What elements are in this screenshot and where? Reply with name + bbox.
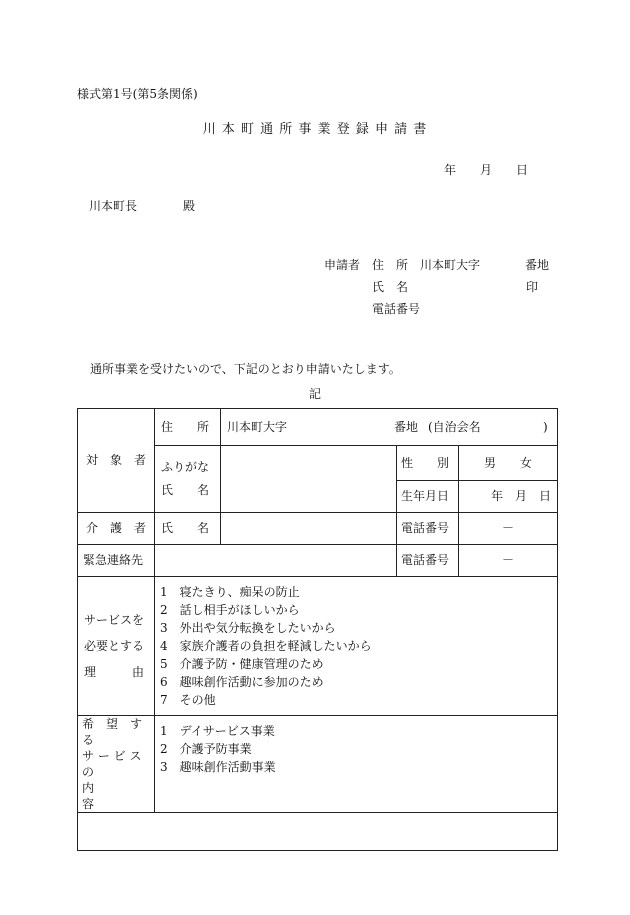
subject-address-value: 川本町大字 xyxy=(227,419,288,434)
date-year: 年 xyxy=(444,163,457,177)
reason-label-line-1: サービスを xyxy=(84,613,145,627)
addressee-honorific: 殿 xyxy=(183,199,196,213)
subject-birth-field[interactable]: 年 月 日 xyxy=(459,481,558,513)
caregiver-row xyxy=(78,513,558,545)
caregiver-label-cell: 介 護 者 xyxy=(78,513,155,545)
desired-row xyxy=(78,716,558,813)
emergency-name-field[interactable] xyxy=(155,545,397,577)
caregiver-name-label-cell: 氏 名 xyxy=(155,513,221,545)
desired-label-line-1: 希 望 す る xyxy=(82,717,155,747)
applicant-address-value: 川本町大字 xyxy=(420,258,481,272)
emergency-phone-label-cell: 電話番号 xyxy=(397,545,459,577)
document-title: 川 本 町 通 所 事 業 登 録 申 請 書 xyxy=(202,122,428,137)
subject-address-label-cell: 住 所 xyxy=(155,409,221,446)
desired-label-cell xyxy=(78,716,155,813)
form-number: 様式第1号(第5条関係) xyxy=(77,87,198,101)
desired-option-2[interactable]: 2 介護予防事業 xyxy=(160,742,252,756)
subject-sex-options[interactable]: 男 女 xyxy=(459,446,558,481)
emergency-row xyxy=(78,545,558,577)
subject-name-field[interactable] xyxy=(221,446,397,513)
reason-option-5[interactable]: 5 介護予防・健康管理のため xyxy=(160,657,324,671)
subject-jichikai-close: ) xyxy=(543,419,548,434)
caregiver-phone-field[interactable]: － xyxy=(459,513,558,545)
subject-banchi: 番地 xyxy=(394,419,419,434)
reason-label-line-2: 必要とする xyxy=(84,639,145,653)
reason-label-line-3: 理 由 xyxy=(84,665,145,679)
desired-option-1[interactable]: 1 デイサービス事業 xyxy=(160,724,275,738)
subject-label-cell xyxy=(78,409,155,513)
caregiver-name-field[interactable] xyxy=(221,513,397,545)
emergency-phone-field[interactable]: － xyxy=(459,545,558,577)
reason-label-cell xyxy=(78,577,155,716)
subject-furigana-label: ふりがな xyxy=(161,460,210,474)
reason-option-2[interactable]: 2 話し相手がほしいから xyxy=(160,603,300,617)
subject-birth-label-cell: 生年月日 xyxy=(397,481,459,513)
reason-option-4[interactable]: 4 家族介護者の負担を軽減したいから xyxy=(160,639,372,653)
desired-option-3[interactable]: 3 趣味創作活動事業 xyxy=(160,760,276,774)
applicant-banchi: 番地 xyxy=(525,258,550,272)
reason-option-3[interactable]: 3 外出や気分転換をしたいから xyxy=(160,621,336,635)
reason-options xyxy=(155,577,558,716)
applicant-phone-label: 電話番号 xyxy=(372,302,421,316)
date-month: 月 xyxy=(480,163,493,177)
reason-option-7[interactable]: 7 その他 xyxy=(160,693,216,707)
desired-options xyxy=(155,716,558,813)
reason-option-6[interactable]: 6 趣味創作活動に参加のため xyxy=(160,675,324,689)
emergency-label-cell: 緊急連絡先 xyxy=(78,545,155,577)
subject-label: 対 象 者 xyxy=(86,453,147,467)
reason-row xyxy=(78,577,558,716)
applicant-address-label: 住 所 xyxy=(372,258,409,272)
subject-address-row xyxy=(78,409,558,446)
date-day: 日 xyxy=(516,163,529,177)
subject-sex-label-cell: 性 別 xyxy=(397,446,459,481)
reason-option-1[interactable]: 1 寝たきり、痴呆の防止 xyxy=(160,585,300,599)
subject-name-label: 氏 名 xyxy=(161,483,210,497)
applicant-label: 申請者 xyxy=(324,258,361,272)
ki-mark: 記 xyxy=(309,387,322,401)
caregiver-phone-label-cell: 電話番号 xyxy=(397,513,459,545)
applicant-name-label: 氏 名 xyxy=(372,280,409,294)
intro-text: 通所事業を受けたいので、下記のとおり申請いたします。 xyxy=(90,362,401,376)
application-table xyxy=(77,408,558,851)
applicant-seal: 印 xyxy=(526,280,539,294)
desired-label-line-2: サ ー ビ ス の xyxy=(82,749,142,779)
remarks-field[interactable] xyxy=(78,813,558,851)
subject-name-label-cell xyxy=(155,446,221,513)
desired-label-line-3: 内 容 xyxy=(82,781,143,811)
addressee-name: 川本町長 xyxy=(89,199,138,213)
remarks-row xyxy=(78,813,558,851)
subject-address-field[interactable] xyxy=(221,409,558,446)
subject-jichikai-label: (自治会名 xyxy=(428,419,481,434)
